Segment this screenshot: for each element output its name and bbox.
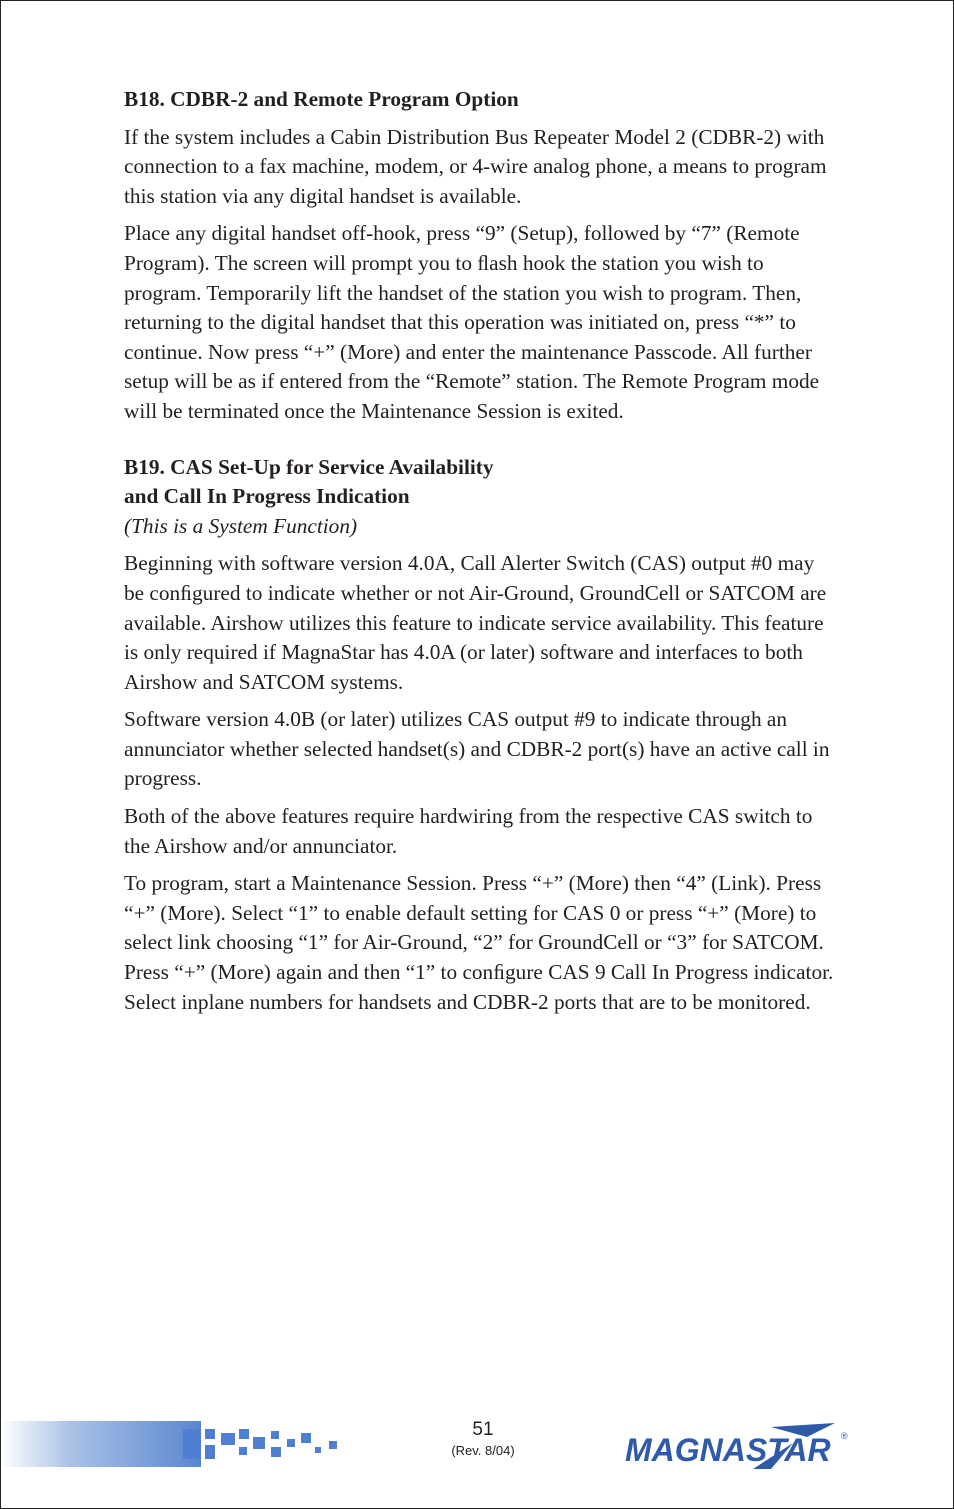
logo-text: MAGNASTAR bbox=[625, 1432, 831, 1468]
footer-pixel-block bbox=[253, 1437, 265, 1449]
section-b19-paragraph-1: Beginning with software version 4.0A, Call Alerter Switch (CAS) output #0 may be conﬁgured to indicate whether or not Air-Ground, GroundCell or SATCOM are available. Airshow utilizes this feature to indicate service availability. This feature is only required if MagnaStar has 4.0A (or later) software and interfaces to both Airshow and SATCOM systems. bbox=[124, 551, 827, 694]
registered-mark: ® bbox=[841, 1431, 848, 1441]
footer-gradient-bar bbox=[1, 1421, 201, 1467]
footer-pixel-block bbox=[205, 1445, 215, 1459]
section-b18-paragraph-1: If the system includes a Cabin Distribution Bus Repeater Model 2 (CDBR-2) with connection to a fax machine, modem, or 4-wire analog phone, a means to program this station via any digital handset is available. bbox=[124, 124, 827, 208]
footer-pixel-block bbox=[315, 1447, 321, 1453]
footer-pixel-block bbox=[271, 1431, 279, 1439]
footer-pixel-block bbox=[287, 1439, 295, 1447]
footer-pixel-block bbox=[183, 1429, 201, 1459]
footer-pixel-block bbox=[221, 1433, 235, 1445]
footer-pixel-block bbox=[271, 1447, 281, 1457]
section-b19-paragraph-3: Both of the above features require hardwiring from the respective CAS switch to the Airshow and/or annunciator. bbox=[124, 804, 813, 858]
page-number: 51 bbox=[472, 1419, 494, 1440]
section-b19-paragraph-4: To program, start a Maintenance Session. Press “+” (More) then “4” (Link). Press “+” (More). Select “1” to enable default setting for CAS 0 or press “+” (More) to select link choosing “1” for Air-Ground, “2” for GroundCell or “3” for SATCOM. Press “+” (More) again and then “1” to conﬁgure CAS 9 Call In Progress indicator. Select inplane numbers for handsets and CDBR-2 ports that are to be monitored. bbox=[124, 871, 834, 1014]
footer-pixel-block bbox=[239, 1447, 247, 1455]
section-b19-subtitle: (This is a System Function) bbox=[124, 513, 358, 538]
section-b19-heading-line1: B19. CAS Set-Up for Service Availability bbox=[124, 454, 494, 479]
section-b18-paragraph-2: Place any digital handset off-hook, press “9” (Setup), followed by “7” (Remote Program). The screen will prompt you to ﬂash hook the station you wish to program. Temporarily lift the handset of the station you wish to program. Then, returning to the digital handset that this operation was initiated on, press “*” to continue. Now press “+” (More) and enter the maintenance Passcode. All further setup will be as if entered from the “Remote” station. The Remote Program mode will be terminated once the Maintenance Session is exited. bbox=[124, 221, 820, 423]
section-b18-heading: B18. CDBR-2 and Remote Program Option bbox=[124, 87, 519, 111]
footer-pixel-block bbox=[301, 1433, 311, 1443]
section-b19-paragraph-2: Software version 4.0B (or later) utilizes CAS output #9 to indicate through an annunciator whether selected handset(s) and CDBR-2 port(s) have an active call in progress. bbox=[124, 707, 830, 791]
revision-label: (Rev. 8/04) bbox=[451, 1443, 515, 1458]
page-content bbox=[124, 85, 836, 1025]
footer-pixel-block bbox=[239, 1429, 249, 1439]
section-b19-heading-line2: and Call In Progress Indication bbox=[124, 484, 410, 509]
magnastar-logo bbox=[621, 1421, 851, 1471]
footer-pixel-block bbox=[329, 1441, 337, 1449]
footer-pixel-block bbox=[205, 1429, 215, 1439]
